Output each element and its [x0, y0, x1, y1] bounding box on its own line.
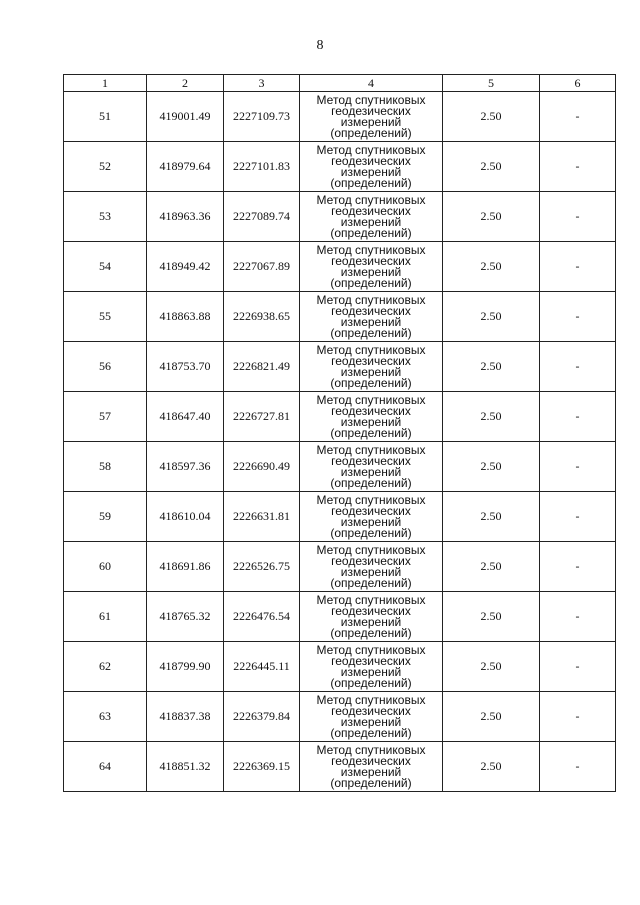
- accuracy-cell: 2.50: [443, 492, 540, 542]
- description-cell: -: [540, 442, 616, 492]
- point-number-cell: 53: [64, 192, 147, 242]
- method-cell: Метод спутниковых геодезических измерений (определений): [300, 742, 443, 792]
- description-cell: -: [540, 242, 616, 292]
- accuracy-cell: 2.50: [443, 142, 540, 192]
- table-row: [64, 142, 616, 192]
- point-number-cell: 57: [64, 392, 147, 442]
- accuracy-cell: 2.50: [443, 392, 540, 442]
- method-cell: Метод спутниковых геодезических измерений (определений): [300, 242, 443, 292]
- y-coordinate-cell: 2226821.49: [224, 342, 300, 392]
- x-coordinate-cell: 419001.49: [147, 92, 224, 142]
- page-number: 8: [316, 38, 324, 53]
- column-header: 1: [64, 75, 147, 92]
- accuracy-cell: 2.50: [443, 442, 540, 492]
- x-coordinate-cell: 418837.38: [147, 692, 224, 742]
- point-number-cell: 61: [64, 592, 147, 642]
- table-header: [64, 75, 616, 92]
- column-header: 5: [443, 75, 540, 92]
- description-cell: -: [540, 142, 616, 192]
- x-coordinate-cell: 418949.42: [147, 242, 224, 292]
- x-coordinate-cell: 418691.86: [147, 542, 224, 592]
- column-header: 2: [147, 75, 224, 92]
- table-row: [64, 492, 616, 542]
- table-row: [64, 592, 616, 642]
- accuracy-cell: 2.50: [443, 742, 540, 792]
- accuracy-cell: 2.50: [443, 192, 540, 242]
- method-cell: Метод спутниковых геодезических измерений (определений): [300, 92, 443, 142]
- x-coordinate-cell: 418863.88: [147, 292, 224, 342]
- accuracy-cell: 2.50: [443, 592, 540, 642]
- x-coordinate-cell: 418765.32: [147, 592, 224, 642]
- table-row: [64, 392, 616, 442]
- method-cell: Метод спутниковых геодезических измерений (определений): [300, 642, 443, 692]
- description-cell: -: [540, 92, 616, 142]
- x-coordinate-cell: 418610.04: [147, 492, 224, 542]
- description-cell: -: [540, 692, 616, 742]
- description-cell: -: [540, 642, 616, 692]
- column-header: 3: [224, 75, 300, 92]
- x-coordinate-cell: 418597.36: [147, 442, 224, 492]
- table-row: [64, 242, 616, 292]
- point-number-cell: 60: [64, 542, 147, 592]
- x-coordinate-cell: 418963.36: [147, 192, 224, 242]
- table-row: [64, 742, 616, 792]
- accuracy-cell: 2.50: [443, 292, 540, 342]
- method-cell: Метод спутниковых геодезических измерений (определений): [300, 292, 443, 342]
- description-cell: -: [540, 592, 616, 642]
- description-cell: -: [540, 492, 616, 542]
- description-cell: -: [540, 392, 616, 442]
- y-coordinate-cell: 2226727.81: [224, 392, 300, 442]
- table-row: [64, 292, 616, 342]
- table-row: [64, 342, 616, 392]
- point-number-cell: 62: [64, 642, 147, 692]
- accuracy-cell: 2.50: [443, 692, 540, 742]
- table-row: [64, 92, 616, 142]
- y-coordinate-cell: 2227109.73: [224, 92, 300, 142]
- y-coordinate-cell: 2226476.54: [224, 592, 300, 642]
- accuracy-cell: 2.50: [443, 92, 540, 142]
- x-coordinate-cell: 418979.64: [147, 142, 224, 192]
- accuracy-cell: 2.50: [443, 542, 540, 592]
- method-cell: Метод спутниковых геодезических измерений (определений): [300, 492, 443, 542]
- accuracy-cell: 2.50: [443, 242, 540, 292]
- column-header: 6: [540, 75, 616, 92]
- y-coordinate-cell: 2226379.84: [224, 692, 300, 742]
- method-cell: Метод спутниковых геодезических измерений (определений): [300, 142, 443, 192]
- header-row: [64, 75, 616, 92]
- point-number-cell: 59: [64, 492, 147, 542]
- y-coordinate-cell: 2226938.65: [224, 292, 300, 342]
- column-header: 4: [300, 75, 443, 92]
- description-cell: -: [540, 192, 616, 242]
- accuracy-cell: 2.50: [443, 342, 540, 392]
- coordinates-table: [63, 74, 616, 792]
- point-number-cell: 56: [64, 342, 147, 392]
- description-cell: -: [540, 742, 616, 792]
- y-coordinate-cell: 2227067.89: [224, 242, 300, 292]
- point-number-cell: 54: [64, 242, 147, 292]
- point-number-cell: 51: [64, 92, 147, 142]
- y-coordinate-cell: 2226690.49: [224, 442, 300, 492]
- x-coordinate-cell: 418799.90: [147, 642, 224, 692]
- table-row: [64, 642, 616, 692]
- description-cell: -: [540, 542, 616, 592]
- x-coordinate-cell: 418753.70: [147, 342, 224, 392]
- table-row: [64, 442, 616, 492]
- y-coordinate-cell: 2227089.74: [224, 192, 300, 242]
- description-cell: -: [540, 342, 616, 392]
- point-number-cell: 63: [64, 692, 147, 742]
- method-cell: Метод спутниковых геодезических измерений (определений): [300, 542, 443, 592]
- y-coordinate-cell: 2226631.81: [224, 492, 300, 542]
- y-coordinate-cell: 2227101.83: [224, 142, 300, 192]
- accuracy-cell: 2.50: [443, 642, 540, 692]
- y-coordinate-cell: 2226369.15: [224, 742, 300, 792]
- y-coordinate-cell: 2226526.75: [224, 542, 300, 592]
- table-row: [64, 542, 616, 592]
- y-coordinate-cell: 2226445.11: [224, 642, 300, 692]
- x-coordinate-cell: 418851.32: [147, 742, 224, 792]
- point-number-cell: 52: [64, 142, 147, 192]
- point-number-cell: 64: [64, 742, 147, 792]
- point-number-cell: 58: [64, 442, 147, 492]
- method-cell: Метод спутниковых геодезических измерений (определений): [300, 342, 443, 392]
- method-cell: Метод спутниковых геодезических измерений (определений): [300, 692, 443, 742]
- point-number-cell: 55: [64, 292, 147, 342]
- table-body: [64, 92, 616, 792]
- method-cell: Метод спутниковых геодезических измерений (определений): [300, 192, 443, 242]
- method-cell: Метод спутниковых геодезических измерений (определений): [300, 442, 443, 492]
- table-row: [64, 692, 616, 742]
- method-cell: Метод спутниковых геодезических измерений (определений): [300, 392, 443, 442]
- method-cell: Метод спутниковых геодезических измерений (определений): [300, 592, 443, 642]
- description-cell: -: [540, 292, 616, 342]
- table-row: [64, 192, 616, 242]
- x-coordinate-cell: 418647.40: [147, 392, 224, 442]
